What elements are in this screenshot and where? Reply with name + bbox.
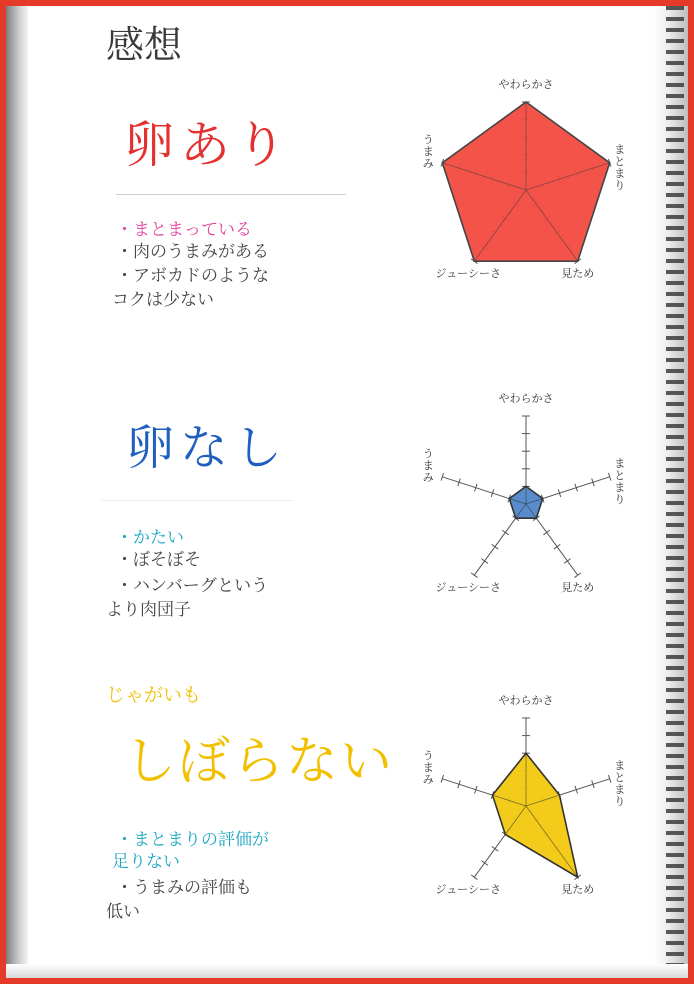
- radar-axis-label: 見ため: [561, 581, 595, 595]
- radar-chart-no-egg: [402, 392, 652, 634]
- radar-data-polygon: [493, 753, 578, 877]
- radar-axis-tick: [492, 846, 498, 851]
- radar-axis-label: ジューシーさ: [435, 883, 502, 897]
- note-line: ・かたい: [116, 528, 184, 548]
- page-heading: 感想: [106, 23, 183, 67]
- note-line: ・ぼそぼそ: [116, 550, 201, 570]
- notebook-page: [6, 6, 688, 978]
- radar-axis-label: まとまり: [614, 456, 626, 506]
- notebook-spiral: [666, 6, 684, 978]
- note-line: ・まとまりの評価が: [116, 830, 269, 850]
- section-title-egg: 卵あり: [124, 116, 292, 174]
- divider: [116, 194, 346, 195]
- section-title-no-egg: 卵なし: [126, 420, 289, 476]
- note-line: 足りない: [112, 852, 180, 872]
- note-line: 低い: [106, 902, 140, 922]
- radar-axis-tick: [492, 544, 498, 549]
- radar-axis-tick: [471, 875, 477, 880]
- radar-axis-label: うまみ: [422, 446, 434, 484]
- radar-axis-label: ジューシーさ: [435, 581, 502, 595]
- radar-axis-label: うまみ: [422, 132, 434, 170]
- note-line: ・ハンバーグという: [116, 576, 269, 596]
- radar-axis-label: 見ため: [561, 883, 595, 897]
- radar-axis-tick: [564, 559, 570, 564]
- page-bottom-edge: [6, 964, 688, 978]
- radar-axis-tick: [574, 573, 580, 578]
- radar-axis-label: やわらかさ: [498, 78, 554, 91]
- radar-axis-label: やわらかさ: [498, 392, 554, 405]
- note-line: ・まとまっている: [116, 220, 252, 240]
- note-line: コクは少ない: [112, 290, 214, 310]
- radar-axis-tick: [502, 530, 508, 535]
- radar-axis-label: まとまり: [614, 758, 626, 808]
- radar-axis-label: ジューシーさ: [435, 267, 502, 281]
- divider: [102, 500, 292, 501]
- note-line: より肉団子: [106, 600, 191, 620]
- note-line: ・肉のうまみがある: [116, 242, 269, 262]
- page-left-edge: [6, 6, 28, 978]
- radar-axis-label: 見ため: [561, 267, 595, 281]
- radar-chart-egg: [402, 78, 652, 320]
- note-line: ・アボカドのような: [116, 266, 269, 286]
- note-line: ・うまみの評価も: [116, 878, 252, 898]
- radar-chart-no-squeeze: [402, 694, 652, 936]
- radar-axis-label: やわらかさ: [498, 694, 554, 707]
- radar-axis-tick: [554, 544, 560, 549]
- section-subtitle-potato: じゃがいも: [106, 684, 202, 706]
- radar-axis-tick: [471, 573, 477, 578]
- radar-axis-label: まとまり: [614, 142, 626, 192]
- radar-axis-tick: [481, 559, 487, 564]
- radar-axis-label: うまみ: [422, 748, 434, 786]
- section-title-no-squeeze: しぼらない: [124, 732, 395, 792]
- radar-axis-tick: [543, 530, 549, 535]
- radar-axis-tick: [481, 861, 487, 866]
